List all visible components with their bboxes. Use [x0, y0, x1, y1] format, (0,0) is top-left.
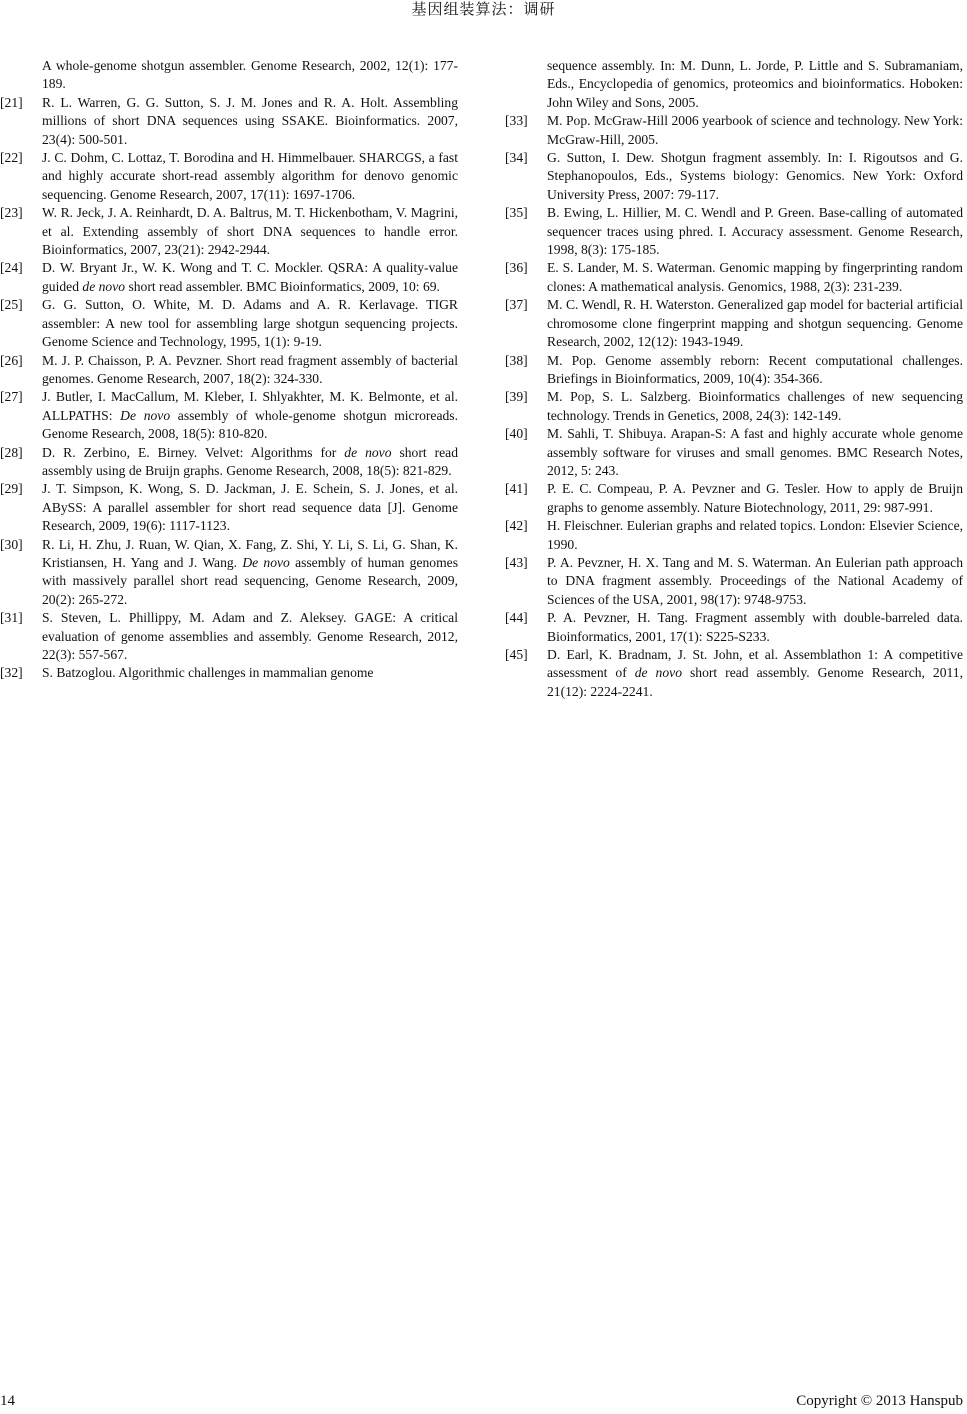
reference-number: [32]	[0, 665, 23, 681]
reference-item	[0, 609, 458, 664]
reference-segment: M. Pop. Genome assembly reborn: Recent computational challenges. Briefings in Bioinformatics, 2009, 10(4): 354-366.	[547, 352, 963, 386]
reference-number: [27]	[0, 389, 23, 405]
reference-number: [22]	[0, 150, 23, 166]
reference-number: [28]	[0, 444, 23, 460]
reference-item	[0, 388, 458, 443]
reference-segment: G. G. Sutton, O. White, M. D. Adams and A. R. Kerlavage. TIGR assembler: A new tool for assembling large shotgun sequencing projects. Genome Science and Technology, 1995, 1(1): 9-19.	[42, 297, 458, 350]
reference-item	[505, 609, 963, 646]
reference-text	[42, 58, 458, 91]
reference-number: [26]	[0, 352, 23, 368]
reference-text	[42, 353, 458, 386]
italic-term: de novo	[344, 444, 392, 460]
reference-number: [21]	[0, 94, 23, 110]
reference-continuation	[505, 57, 963, 112]
reference-item	[505, 480, 963, 517]
reference-text	[42, 610, 458, 662]
reference-text	[42, 389, 458, 441]
reference-number: [43]	[505, 554, 528, 570]
references-right-column	[505, 57, 963, 701]
reference-segment: D. R. Zerbino, E. Birney. Velvet: Algorithms for	[42, 444, 345, 460]
reference-item	[0, 204, 458, 259]
reference-item	[505, 517, 963, 554]
italic-term: De novo	[120, 407, 171, 423]
italic-term: de novo	[82, 278, 126, 294]
reference-segment: M. J. P. Chaisson, P. A. Pevzner. Short read fragment assembly of bacterial genomes. Genome Research, 2007, 18(2): 324-330.	[42, 352, 458, 386]
reference-segment: short read assembly. Genome Research, 2011, 21(12): 2224-2241.	[547, 665, 964, 699]
reference-item	[505, 296, 963, 351]
reference-segment: short read assembly using de Bruijn graphs. Genome Research, 2008, 18(5): 821-829.	[42, 444, 458, 478]
reference-segment: P. A. Pevzner, H. X. Tang and M. S. Waterman. An Eulerian path approach to DNA fragment assembly. Proceedings of the National Academy of Sciences of the USA, 2001, 98(17): 9748-9753.	[547, 554, 963, 607]
reference-text	[547, 389, 963, 422]
reference-number: [35]	[505, 205, 528, 221]
reference-number: [44]	[505, 610, 528, 626]
reference-segment: J. C. Dohm, C. Lottaz, T. Borodina and H. Himmelbauer. SHARCGS, a fast and highly accurate short-read assembly algorithm for denovo genomic sequencing. Genome Research, 2007, 17(11): 1697-1706.	[42, 150, 458, 202]
reference-segment: G. Sutton, I. Dew. Shotgun fragment assembly. In: I. Rigoutsos and G. Stephanopoulos, Eds., Systems biology: Genomics. New York: Oxford University Press, 2007: 79-117.	[547, 150, 963, 202]
reference-segment: sequence assembly. In: M. Dunn, L. Jorde, P. Little and S. Subramaniam, Eds., Encyclopedia of genomics, proteomics and bioinformatics. Hoboken: John Wiley and Sons, 2005.	[547, 58, 963, 110]
reference-item	[505, 388, 963, 425]
reference-segment: M. C. Wendl, R. H. Waterston. Generalized gap model for bacterial artificial chromosome clone fingerprint mapping and shotgun sequencing. Genome Research, 2002, 12(12): 1943-1949.	[547, 297, 963, 350]
references-left-column	[0, 57, 458, 683]
reference-item	[0, 296, 458, 351]
reference-number: [42]	[505, 518, 528, 534]
reference-number: [23]	[0, 205, 23, 221]
reference-segment: H. Fleischner. Eulerian graphs and related topics. London: Elsevier Science, 1990.	[547, 518, 963, 552]
reference-text	[547, 205, 963, 257]
reference-segment: P. E. C. Compeau, P. A. Pevzner and G. Tesler. How to apply de Bruijn graphs to genome assembly. Nature Biotechnology, 2011, 29: 987-991.	[547, 481, 963, 515]
reference-item	[505, 204, 963, 259]
reference-number: [36]	[505, 260, 528, 276]
reference-item	[505, 149, 963, 204]
reference-item	[0, 480, 458, 535]
reference-segment: assembly of whole-genome shotgun microreads. Genome Research, 2008, 18(5): 810-820.	[42, 407, 458, 442]
reference-segment: R. L. Warren, G. G. Sutton, S. J. M. Jones and R. A. Holt. Assembling millions of short DNA sequences using SSAKE. Bioinformatics. 2007, 23(4): 500-501.	[42, 94, 458, 147]
reference-text	[42, 537, 458, 607]
running-title: 基因组装算法：调研	[411, 2, 556, 18]
reference-number: [30]	[0, 536, 23, 552]
reference-segment: M. Sahli, T. Shibuya. Arapan-S: A fast and highly accurate whole genome assembly software for viruses and small genomes. BMC Research Notes, 2012, 5: 243.	[547, 426, 963, 478]
reference-number: [37]	[505, 297, 528, 313]
page-number: 14	[0, 1393, 15, 1409]
reference-number: [41]	[505, 481, 528, 497]
reference-item	[0, 149, 458, 204]
reference-text	[547, 426, 963, 478]
reference-item	[0, 444, 458, 481]
reference-item	[0, 259, 458, 296]
reference-text	[547, 555, 963, 607]
reference-segment: J. T. Simpson, K. Wong, S. D. Jackman, J. E. Schein, S. J. Jones, et al. ABySS: A parallel assembler for short read sequence data [J]. Genome Research, 2009, 19(6): 1117-1123.	[42, 481, 458, 534]
reference-segment: P. A. Pevzner, H. Tang. Fragment assembly with double-barreled data. Bioinformatics, 2001, 17(1): S225-S233.	[547, 610, 963, 644]
reference-segment: J. Butler, I. MacCallum, M. Kleber, I. Shlyakhter, M. K. Belmonte, et al. ALLPATHS:	[42, 389, 458, 423]
reference-text	[547, 610, 963, 643]
reference-text	[547, 150, 963, 202]
reference-item	[0, 352, 458, 389]
reference-item	[505, 646, 963, 701]
reference-segment: B. Ewing, L. Hillier, M. C. Wendl and P. Green. Base-calling of automated sequencer traces using phred. I. Accuracy assessment. Genome Research, 1998, 8(3): 175-185.	[547, 205, 963, 258]
reference-text	[547, 297, 963, 349]
reference-text	[42, 445, 458, 478]
reference-number: [25]	[0, 297, 23, 313]
reference-text	[547, 518, 963, 551]
reference-text	[547, 58, 963, 110]
reference-text	[547, 113, 963, 146]
reference-item	[0, 536, 458, 610]
reference-number: [31]	[0, 610, 23, 626]
reference-number: [24]	[0, 260, 23, 276]
reference-segment: R. Li, H. Zhu, J. Ruan, W. Qian, X. Fang, Z. Shi, Y. Li, S. Li, G. Shan, K. Kristiansen, H. Yang and J. Wang.	[42, 536, 458, 570]
reference-item	[0, 664, 458, 682]
reference-number: [29]	[0, 481, 23, 497]
reference-text	[547, 647, 963, 699]
copyright-notice: Copyright © 2013 Hanspub	[796, 1393, 963, 1409]
reference-segment: D. Earl, K. Bradnam, J. St. John, et al. Assemblathon 1: A competitive assessment of	[547, 647, 963, 681]
reference-item	[505, 112, 963, 149]
reference-text	[42, 481, 458, 533]
reference-segment: S. Steven, L. Phillippy, M. Adam and Z. Aleksey. GAGE: A critical evaluation of genome assemblies and assembly. Genome Research, 2012, 22(3): 557-567.	[42, 610, 458, 662]
reference-segment: A whole-genome shotgun assembler. Genome Research, 2002, 12(1): 177-189.	[42, 58, 458, 92]
reference-item	[0, 94, 458, 149]
reference-segment: M. Pop. McGraw-Hill 2006 yearbook of science and technology. New York: McGraw-Hill, 2005.	[547, 113, 963, 147]
reference-item	[505, 554, 963, 609]
reference-segment: W. R. Jeck, J. A. Reinhardt, D. A. Baltrus, M. T. Hickenbotham, V. Magrini, et al. Extending assembly of short DNA sequences to handle error. Bioinformatics, 2007, 23(21): 2942-2944.	[42, 205, 458, 258]
reference-continuation	[0, 57, 458, 94]
reference-segment: M. Pop, S. L. Salzberg. Bioinformatics challenges of new sequencing technology. Trends in Genetics, 2008, 24(3): 142-149.	[547, 389, 963, 423]
reference-segment: assembly of human genomes with massively parallel short read sequencing, Genome Research, 2009, 20(2): 265-272.	[42, 554, 458, 607]
reference-number: [40]	[505, 426, 528, 442]
reference-segment: S. Batzoglou. Algorithmic challenges in mammalian genome	[42, 665, 374, 681]
reference-item	[505, 425, 963, 480]
reference-text	[547, 481, 963, 514]
reference-text	[547, 353, 963, 386]
reference-text	[42, 260, 458, 293]
reference-number: [45]	[505, 647, 528, 662]
reference-text	[42, 150, 458, 202]
reference-text	[42, 665, 373, 680]
reference-number: [33]	[505, 113, 528, 129]
reference-segment: E. S. Lander, M. S. Waterman. Genomic mapping by fingerprinting random clones: A mathematical analysis. Genomics, 1988, 2(3): 231-239.	[547, 260, 963, 294]
reference-text	[42, 205, 458, 257]
reference-number: [38]	[505, 352, 528, 368]
italic-term: de novo	[634, 665, 682, 681]
reference-segment: D. W. Bryant Jr., W. K. Wong and T. C. Mockler. QSRA: A quality-value guided	[42, 260, 458, 294]
reference-item	[505, 352, 963, 389]
reference-segment: short read assembler. BMC Bioinformatics, 2009, 10: 69.	[125, 278, 440, 294]
reference-number: [39]	[505, 389, 528, 405]
reference-text	[42, 297, 458, 349]
reference-item	[505, 259, 963, 296]
reference-number: [34]	[505, 150, 528, 166]
reference-text	[42, 95, 458, 147]
reference-text	[547, 260, 963, 293]
italic-term: De novo	[242, 554, 290, 570]
